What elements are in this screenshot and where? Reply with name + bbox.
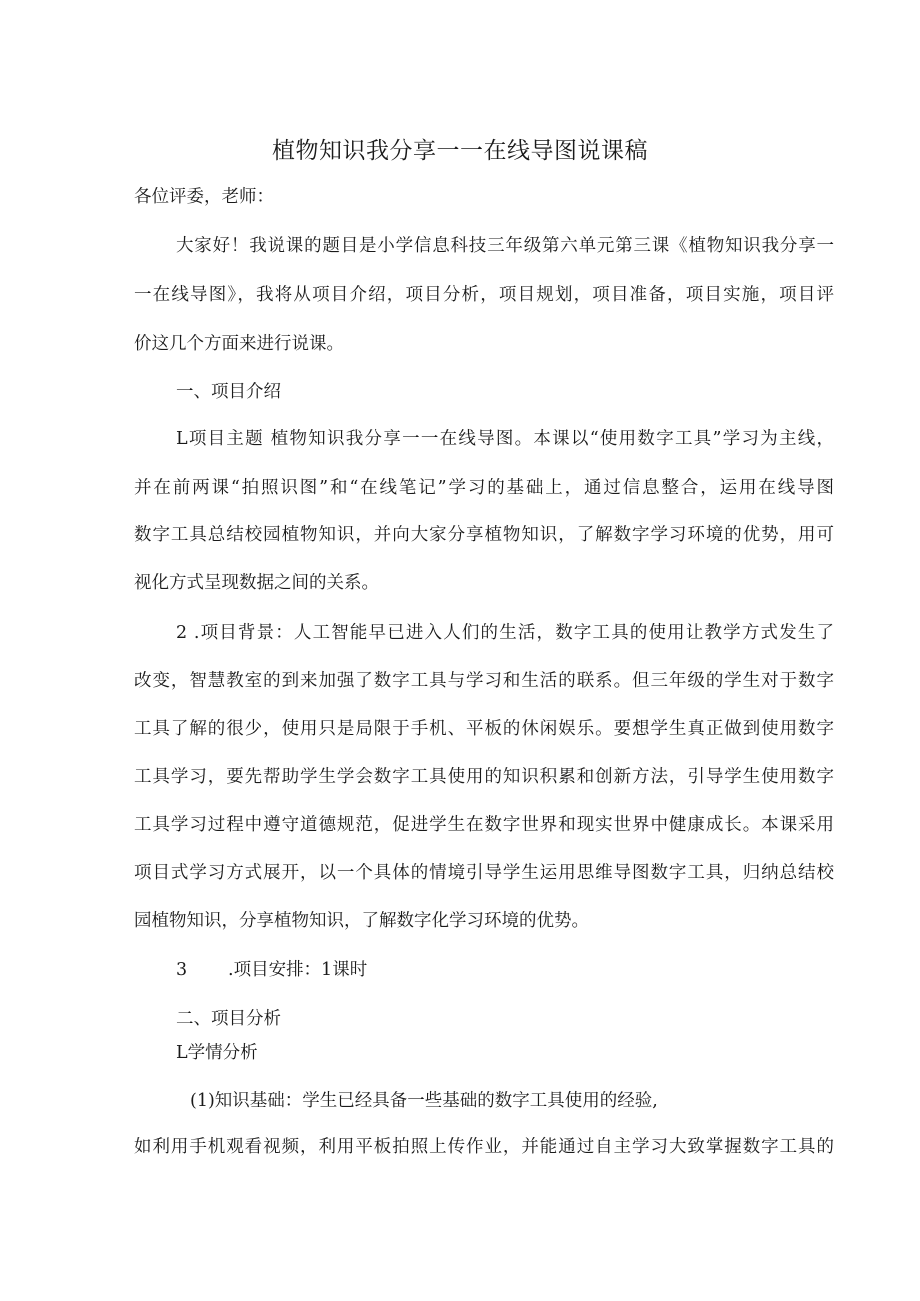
- item3-text: .项目安排：1课时: [228, 960, 368, 980]
- item1-line-2: 并在前两课“拍照识图”和“在线笔记”学习的基础上，通过信息整合，运用在线导图: [134, 478, 834, 498]
- item2-line-7: 园植物知识，分享植物知识，了解数字化学习环境的优势。: [134, 911, 589, 931]
- item1-line-3: 数字工具总结校园植物知识，并向大家分享植物知识，了解数字学习环境的优势，用可: [134, 525, 834, 545]
- intro-line-2: 一在线导图》，我将从项目介绍，项目分析，项目规划，项目准备，项目实施，项目评: [134, 285, 834, 305]
- item2-line-6: 项目式学习方式展开，以一个具体的情境引导学生运用思维导图数字工具，归纳总结校: [134, 863, 834, 883]
- item2-line-4: 工具学习，要先帮助学生学会数字工具使用的知识积累和创新方法，引导学生使用数字: [134, 767, 834, 787]
- item2-line-1: 2 .项目背景：人工智能早已进入人们的生活，数字工具的使用让教学方式发生了: [176, 623, 834, 643]
- document-title: 植物知识我分享一一在线导图说课稿: [272, 138, 648, 164]
- section-heading-project-intro: 一、项目介绍: [176, 382, 281, 402]
- intro-line-1: 大家好！我说课的题目是小学信息科技三年级第六单元第三课《植物知识我分享一: [176, 236, 834, 256]
- item2-line-3: 工具了解的很少，使用只是局限于手机、平板的休闲娱乐。要想学生真正做到使用数字: [134, 719, 834, 739]
- point1-line: (1)知识基础：学生已经具备一些基础的数字工具使用的经验,: [190, 1091, 658, 1111]
- item2-line-2: 改变，智慧教室的到来加强了数字工具与学习和生活的联系。但三年级的学生对于数字: [134, 671, 834, 691]
- item1-line-1: L项目主题 植物知识我分享一一在线导图。本课以“使用数字工具”学习为主线，: [176, 429, 834, 449]
- greeting: 各位评委，老师：: [134, 187, 274, 207]
- item3-number: 3: [176, 960, 188, 980]
- intro-line-3: 价这几个方面来进行说课。: [134, 334, 344, 354]
- sub-heading-learner-analysis: L学情分析: [176, 1043, 258, 1063]
- section-heading-project-analysis: 二、项目分析: [176, 1009, 281, 1029]
- item1-line-4: 视化方式呈现数据之间的关系。: [134, 573, 379, 593]
- item2-line-5: 工具学习过程中遵守道德规范，促进学生在数字世界和现实世界中健康成长。本课采用: [134, 815, 834, 835]
- point1-continuation: 如利用手机观看视频，利用平板拍照上传作业，并能通过自主学习大致掌握数字工具的: [134, 1137, 834, 1157]
